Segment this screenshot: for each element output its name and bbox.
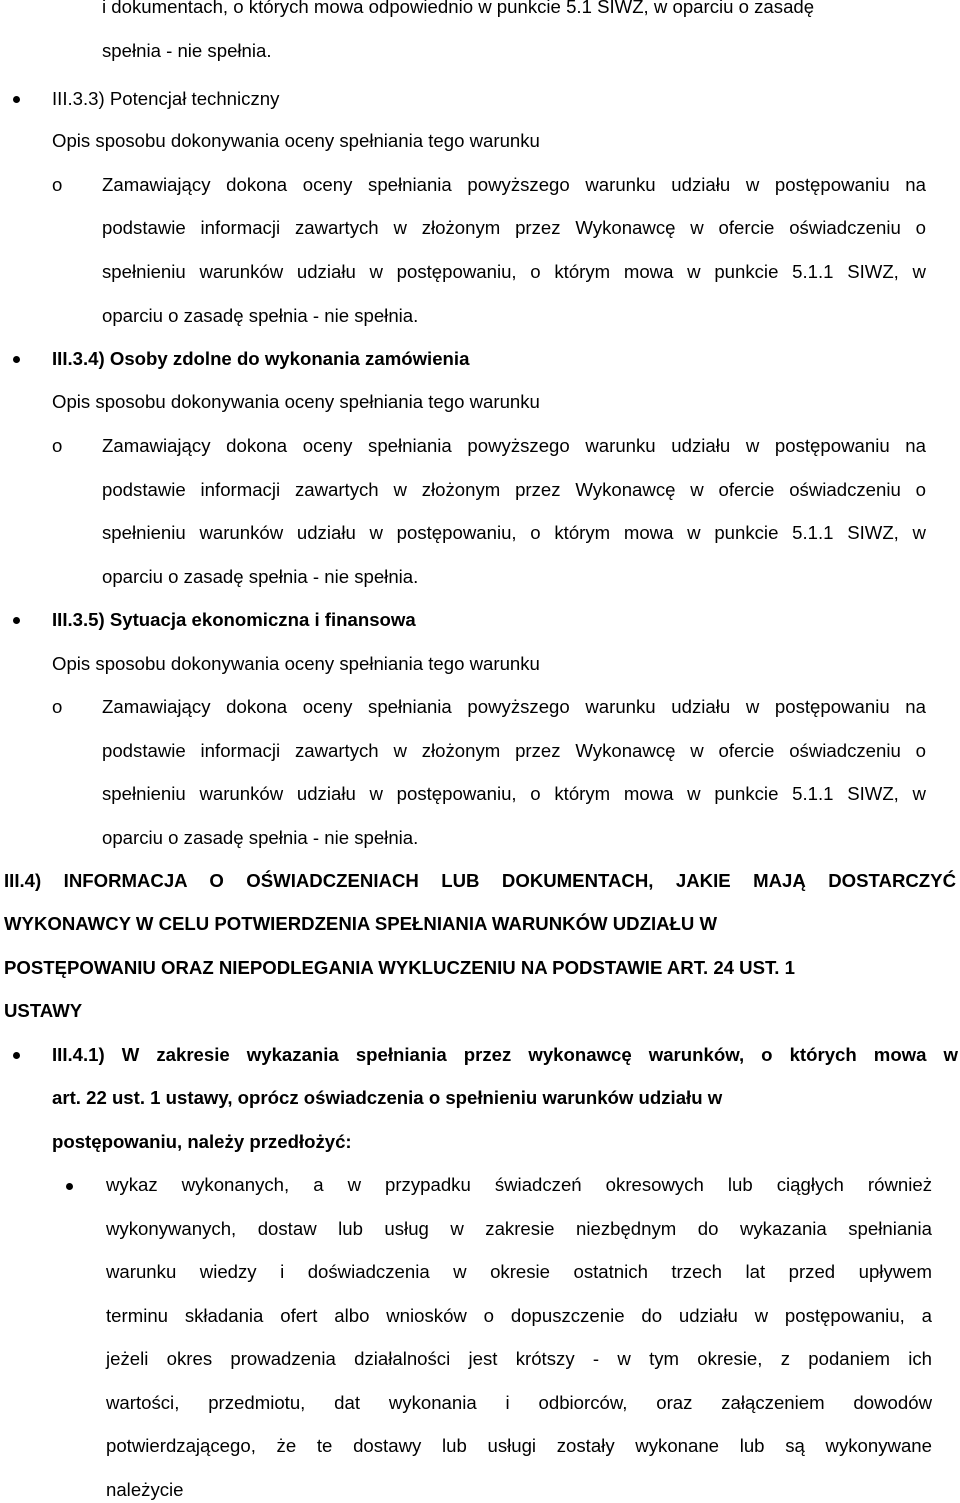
section-heading: III.3.3) Potencjał techniczny xyxy=(52,88,280,109)
paragraph-line: Zamawiający dokona oceny spełniania powyższego warunku udziału w postępowaniu na xyxy=(102,435,926,456)
major-heading-line: USTAWY xyxy=(4,1000,83,1021)
paragraph-line: oparciu o zasadę spełnia - nie spełnia. xyxy=(102,305,419,326)
paragraph-line: wykonywanych, dostaw lub usług w zakresie niezbędnym do wykazania spełniania xyxy=(106,1218,932,1239)
major-heading-line: POSTĘPOWANIU ORAZ NIEPODLEGANIA WYKLUCZENIU NA PODSTAWIE ART. 24 UST. 1 xyxy=(4,957,795,978)
paragraph-line: oparciu o zasadę spełnia - nie spełnia. xyxy=(102,566,419,587)
paragraph-line: i dokumentach, o których mowa odpowiednio w punkcie 5.1 SIWZ, w oparciu o zasadę xyxy=(102,0,815,17)
paragraph-line: wartości, przedmiotu, dat wykonania i odbiorców, oraz załączeniem dowodów xyxy=(106,1392,932,1413)
paragraph-line: podstawie informacji zawartych w złożonym przez Wykonawcę w ofercie oświadczeniu o xyxy=(102,217,926,238)
paragraph-line: terminu składania ofert albo wniosków o dopuszczenie do udziału w postępowaniu, a xyxy=(106,1305,932,1326)
section-heading: III.3.4) Osoby zdolne do wykonania zamówienia xyxy=(52,348,470,369)
paragraph-line: oparciu o zasadę spełnia - nie spełnia. xyxy=(102,827,419,848)
list-marker: o xyxy=(52,696,63,717)
bullet-icon xyxy=(13,96,20,103)
paragraph-line: spełnieniu warunków udziału w postępowaniu, o którym mowa w punkcie 5.1.1 SIWZ, w xyxy=(102,522,926,543)
paragraph-line: Zamawiający dokona oceny spełniania powyższego warunku udziału w postępowaniu na xyxy=(102,696,926,717)
bullet-icon xyxy=(13,356,20,363)
paragraph-line: spełnieniu warunków udziału w postępowaniu, o którym mowa w punkcie 5.1.1 SIWZ, w xyxy=(102,261,926,282)
subsection-heading-line: III.4.1) W zakresie wykazania spełniania przez wykonawcę warunków, o których mowa w xyxy=(52,1044,958,1065)
bullet-icon xyxy=(13,1052,20,1059)
paragraph-line: potwierdzającego, że te dostawy lub usługi zostały wykonane lub są wykonywane xyxy=(106,1435,932,1456)
subsection-heading-line: postępowaniu, należy przedłożyć: xyxy=(52,1131,352,1152)
paragraph-line: spełnia - nie spełnia. xyxy=(102,40,272,61)
paragraph-line: jeżeli okres prowadzenia działalności jest krótszy - w tym okresie, z podaniem ich xyxy=(106,1348,932,1369)
subsection-heading-line: art. 22 ust. 1 ustawy, oprócz oświadczenia o spełnieniu warunków udziału w xyxy=(52,1087,723,1108)
paragraph-line: spełnieniu warunków udziału w postępowaniu, o którym mowa w punkcie 5.1.1 SIWZ, w xyxy=(102,783,926,804)
paragraph-line: należycie xyxy=(106,1479,184,1500)
major-heading-line: III.4) INFORMACJA O OŚWIADCZENIACH LUB DOKUMENTACH, JAKIE MAJĄ DOSTARCZYĆ xyxy=(4,870,956,891)
section-heading: III.3.5) Sytuacja ekonomiczna i finansowa xyxy=(52,609,416,630)
section-subheading: Opis sposobu dokonywania oceny spełniania tego warunku xyxy=(52,653,540,674)
bullet-icon xyxy=(13,617,20,624)
paragraph-line: podstawie informacji zawartych w złożonym przez Wykonawcę w ofercie oświadczeniu o xyxy=(102,479,926,500)
paragraph-line: warunku wiedzy i doświadczenia w okresie ostatnich trzech lat przed upływem xyxy=(106,1261,932,1282)
paragraph-line: podstawie informacji zawartych w złożonym przez Wykonawcę w ofercie oświadczeniu o xyxy=(102,740,926,761)
section-subheading: Opis sposobu dokonywania oceny spełniania tego warunku xyxy=(52,391,540,412)
list-marker: o xyxy=(52,435,63,456)
paragraph-line: Zamawiający dokona oceny spełniania powyższego warunku udziału w postępowaniu na xyxy=(102,174,926,195)
paragraph-line: wykaz wykonanych, a w przypadku świadczeń okresowych lub ciągłych również xyxy=(106,1174,932,1195)
section-subheading: Opis sposobu dokonywania oceny spełniania tego warunku xyxy=(52,130,540,151)
major-heading-line: WYKONAWCY W CELU POTWIERDZENIA SPEŁNIANIA WARUNKÓW UDZIAŁU W xyxy=(4,913,718,934)
bullet-icon xyxy=(66,1183,73,1190)
list-marker: o xyxy=(52,174,63,195)
